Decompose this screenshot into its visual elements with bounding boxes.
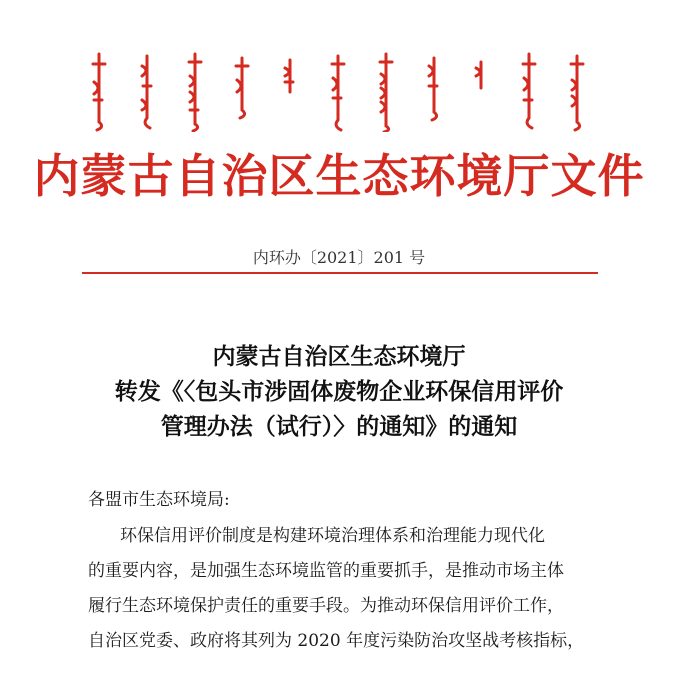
salutation: 各盟市生态环境局: (88, 490, 230, 510)
body-paragraph-line: 环保信用评价制度是构建环境治理体系和治理能力现代化 (120, 526, 545, 546)
mongolian-glyph (231, 52, 253, 132)
mongolian-glyph (470, 52, 492, 132)
mongolian-glyph (375, 52, 397, 132)
body-paragraph-line: 的重要内容，是加强生态环境监管的重要抓手，是推动市场主体 (88, 561, 564, 581)
mongolian-glyph (184, 52, 206, 132)
mongolian-script-header (88, 52, 588, 132)
document-number: 内环办〔2021〕201 号 (252, 248, 426, 267)
document-title-line-1: 内蒙古自治区生态环境厅 (212, 343, 466, 370)
body-paragraph-line: 履行生态环境保护责任的重要手段。为推动环保信用评价工作， (88, 596, 564, 616)
mongolian-glyph (88, 52, 110, 132)
mongolian-glyph (566, 52, 588, 132)
mongolian-glyph (136, 52, 158, 132)
document-title-line-3: 管理办法（试行）〉的通知》的通知 (160, 413, 518, 440)
mongolian-glyph (279, 52, 301, 132)
mongolian-glyph (327, 52, 349, 132)
mongolian-glyph (518, 52, 540, 132)
body-paragraph-line: 自治区党委、政府将其列为 2020 年度污染防治攻坚战考核指标， (88, 631, 585, 651)
mongolian-glyph (423, 52, 445, 132)
document-title-line-2: 转发《〈包头市涉固体废物企业环保信用评价 (114, 378, 564, 405)
issuing-authority-title: 内蒙古自治区生态环境厅文件 (33, 149, 645, 203)
red-divider-line (82, 272, 598, 274)
